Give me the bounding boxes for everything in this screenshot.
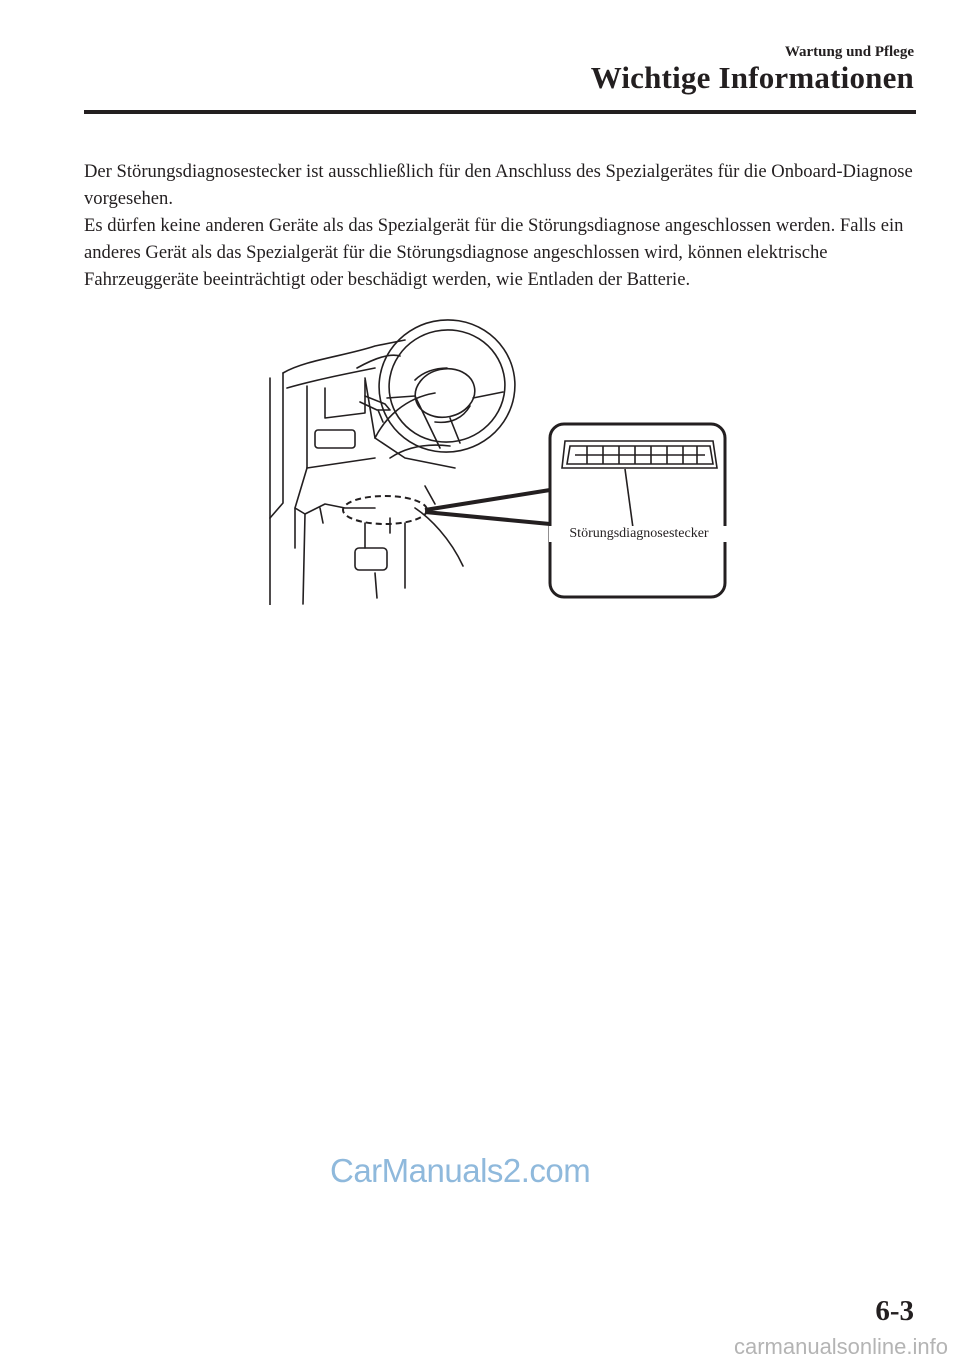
connector-location-figure <box>265 318 730 605</box>
dashboard-illustration <box>265 318 730 605</box>
body-text <box>84 158 924 293</box>
header-rule <box>84 110 916 114</box>
paragraph-connector-warning: Es dürfen keine anderen Geräte als das Spezialgerät für die Störungsdiagnose angeschlossen werden. Falls ein anderes Gerät als das Spezialgerät für die Störungsdiagnose angeschlossen wird, können elektrische Fahrzeuggeräte beeinträchtigt oder beschädigt werden, wie Entladen der Batterie. <box>84 215 904 290</box>
chapter-title: Wichtige Informationen <box>590 60 914 95</box>
page-number: 6-3 <box>875 1295 914 1327</box>
watermark-logo: CarManuals2.com <box>330 1152 591 1189</box>
callout-label: Störungsdiagnosestecker <box>549 526 729 542</box>
paragraph-connector-purpose: Der Störungsdiagnosestecker ist ausschließlich für den Anschluss des Spezialgerätes für die Onboard-Diagnose vorgesehen. <box>84 161 913 209</box>
footer-site-watermark: carmanualsonline.info <box>733 1334 948 1359</box>
section-label: Wartung und Pflege <box>784 44 914 60</box>
